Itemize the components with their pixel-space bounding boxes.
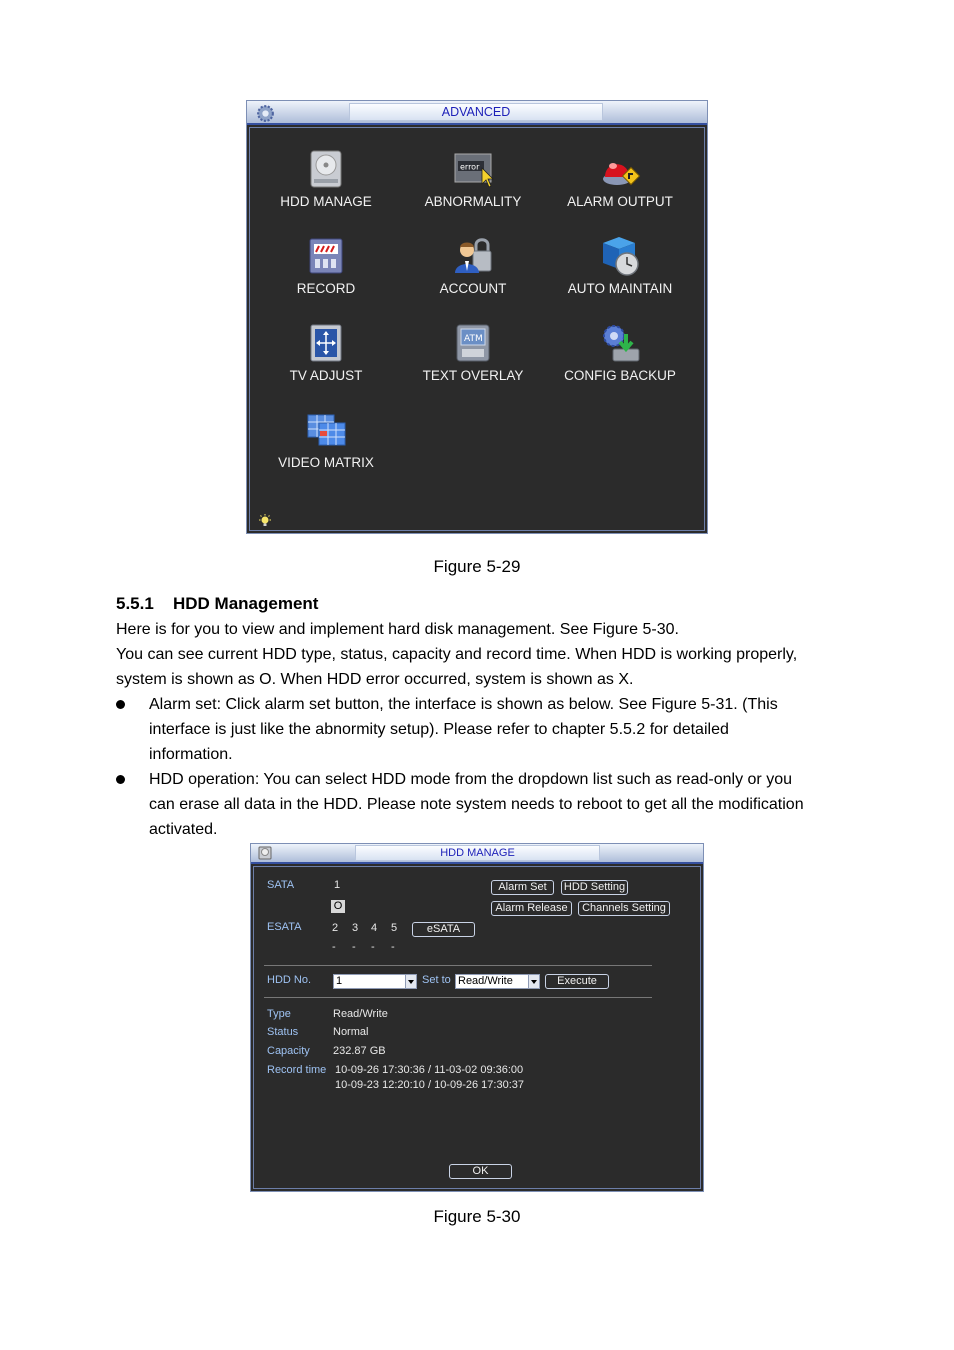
figure-5-29-caption: Figure 5-29 bbox=[433, 557, 521, 576]
menu-label: ALARM OUTPUT bbox=[567, 194, 673, 209]
menu-item-abnormality[interactable] bbox=[403, 148, 543, 209]
alarm-siren-icon bbox=[599, 148, 641, 190]
bullet-dot bbox=[116, 700, 125, 709]
type-value: Read/Write bbox=[333, 1008, 388, 1020]
advanced-menu-body bbox=[249, 127, 705, 531]
advanced-title-bar bbox=[247, 101, 707, 125]
record-time-line: 10-09-26 17:30:36 / 11-03-02 09:36:00 bbox=[335, 1064, 524, 1076]
menu-item-hdd-manage[interactable] bbox=[256, 148, 396, 209]
menu-label: ACCOUNT bbox=[439, 281, 507, 296]
record-time-label: Record time bbox=[267, 1064, 327, 1076]
menu-item-alarm-output[interactable] bbox=[550, 148, 690, 209]
user-lock-icon bbox=[452, 235, 494, 277]
menu-item-tv-adjust[interactable] bbox=[256, 322, 396, 383]
esata-number: 3 bbox=[352, 922, 359, 934]
gear-icon bbox=[255, 103, 276, 124]
capacity-label: Capacity bbox=[267, 1045, 310, 1057]
capacity-value: 232.87 GB bbox=[333, 1045, 386, 1057]
sata-label: SATA bbox=[267, 879, 295, 891]
bullet-line: activated. bbox=[149, 821, 218, 838]
menu-label: TV ADJUST bbox=[289, 368, 363, 383]
status-label: Status bbox=[267, 1026, 299, 1038]
channels-setting-button[interactable]: Channels Setting bbox=[578, 901, 670, 916]
hdd-icon bbox=[305, 148, 347, 190]
hdd-manage-body bbox=[253, 866, 701, 1189]
set-to-select[interactable] bbox=[455, 974, 540, 989]
svg-text:error: error bbox=[460, 162, 480, 172]
advanced-menu-window bbox=[246, 100, 708, 534]
section-heading bbox=[116, 594, 318, 614]
sata-number: 1 bbox=[334, 879, 341, 891]
menu-label: ABNORMALITY bbox=[424, 194, 522, 209]
figure-5-30-caption: Figure 5-30 bbox=[433, 1207, 521, 1226]
tip-bulb-icon bbox=[258, 514, 272, 528]
menu-label: TEXT OVERLAY bbox=[422, 368, 524, 383]
paragraph-status-line2: system is shown as O. When HDD error occurred, system is shown as X. bbox=[116, 671, 634, 688]
menu-item-auto-maintain[interactable] bbox=[550, 235, 690, 296]
bullet-line: can erase all data in the HDD. Please note system needs to reboot to get all the modification bbox=[149, 796, 804, 813]
alarm-set-button[interactable]: Alarm Set bbox=[491, 880, 554, 895]
atm-overlay-icon bbox=[452, 322, 494, 364]
menu-label: CONFIG BACKUP bbox=[564, 368, 676, 383]
divider bbox=[264, 997, 652, 998]
section-title: HDD Management bbox=[173, 594, 319, 613]
config-backup-icon bbox=[599, 322, 641, 364]
svg-text:ATM: ATM bbox=[464, 334, 483, 344]
menu-label: RECORD bbox=[296, 281, 356, 296]
menu-label: HDD MANAGE bbox=[280, 194, 372, 209]
esata-number: 4 bbox=[371, 922, 378, 934]
bullet-line: information. bbox=[149, 746, 233, 763]
set-to-value: Read/Write bbox=[458, 975, 513, 987]
hdd-manage-title: HDD MANAGE bbox=[355, 845, 600, 861]
paragraph-intro: Here is for you to view and implement hard disk management. See Figure 5-30. bbox=[116, 621, 679, 638]
ok-button[interactable]: OK bbox=[449, 1164, 512, 1179]
menu-item-account[interactable] bbox=[403, 235, 543, 296]
hdd-small-icon bbox=[257, 845, 273, 861]
esata-status: - bbox=[332, 941, 336, 953]
divider bbox=[264, 965, 652, 966]
execute-button[interactable]: Execute bbox=[545, 974, 609, 989]
menu-item-video-matrix[interactable] bbox=[256, 409, 396, 470]
record-panel-icon bbox=[305, 235, 347, 277]
menu-label: AUTO MAINTAIN bbox=[567, 281, 673, 296]
hdd-manage-title-bar bbox=[251, 844, 703, 864]
bullet-line: interface is just like the abnormity setup). Please refer to chapter 5.5.2 for detailed bbox=[149, 721, 729, 738]
chevron-down-icon[interactable] bbox=[528, 975, 539, 988]
video-matrix-icon bbox=[305, 409, 347, 451]
menu-item-text-overlay[interactable] bbox=[403, 322, 543, 383]
menu-label: VIDEO MATRIX bbox=[278, 455, 374, 470]
set-to-label: Set to bbox=[422, 974, 451, 986]
chevron-down-icon[interactable] bbox=[405, 975, 416, 988]
tv-adjust-icon bbox=[305, 322, 347, 364]
type-label: Type bbox=[267, 1008, 291, 1020]
maintain-clock-icon bbox=[599, 235, 641, 277]
esata-number: 5 bbox=[391, 922, 398, 934]
menu-item-config-backup[interactable] bbox=[550, 322, 690, 383]
esata-label: ESATA bbox=[267, 921, 302, 933]
error-cursor-icon bbox=[452, 148, 494, 190]
bullet-line: Alarm set: Click alarm set button, the interface is shown as below. See Figure 5-31. (This bbox=[149, 696, 778, 713]
hdd-no-select[interactable] bbox=[333, 974, 417, 989]
bullet-line: HDD operation: You can select HDD mode from the dropdown list such as read-only or you bbox=[149, 771, 792, 788]
esata-button[interactable]: eSATA bbox=[412, 922, 475, 937]
esata-status: - bbox=[371, 941, 375, 953]
hdd-setting-button[interactable]: HDD Setting bbox=[561, 880, 628, 895]
record-time-line: 10-09-23 12:20:10 / 10-09-26 17:30:37 bbox=[335, 1079, 524, 1091]
section-number: 5.5.1 bbox=[116, 594, 154, 613]
esata-status: - bbox=[352, 941, 356, 953]
hdd-manage-window bbox=[250, 843, 704, 1192]
esata-status: - bbox=[391, 941, 395, 953]
hdd-no-label: HDD No. bbox=[267, 974, 312, 986]
advanced-title: ADVANCED bbox=[349, 103, 603, 121]
sata-status-ok: O bbox=[331, 900, 345, 913]
menu-item-record[interactable] bbox=[256, 235, 396, 296]
alarm-release-button[interactable]: Alarm Release bbox=[491, 901, 572, 916]
paragraph-status-line1: You can see current HDD type, status, capacity and record time. When HDD is working properly, bbox=[116, 646, 798, 663]
esata-number: 2 bbox=[332, 922, 339, 934]
status-value: Normal bbox=[333, 1026, 369, 1038]
hdd-no-value: 1 bbox=[336, 975, 343, 987]
bullet-dot bbox=[116, 775, 125, 784]
